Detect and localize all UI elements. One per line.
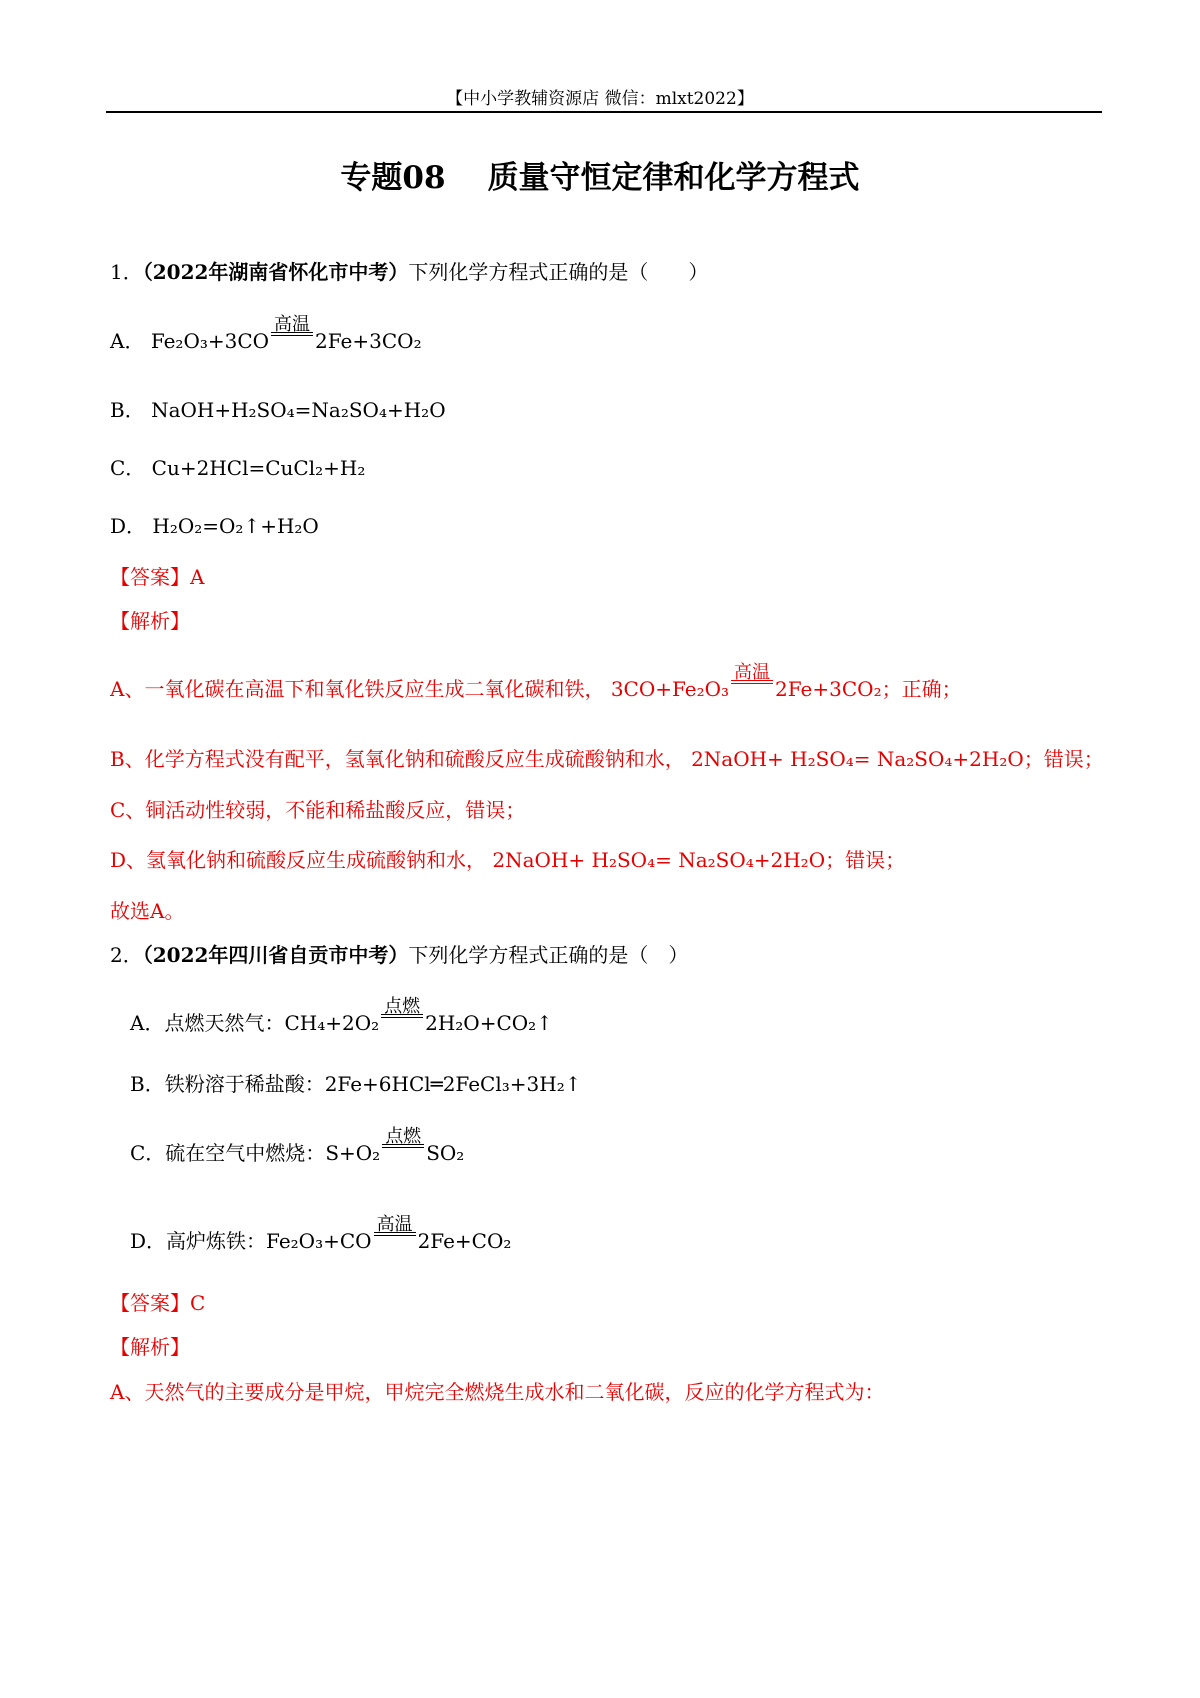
q2-option-c-rhs: SO₂ <box>426 1141 465 1165</box>
reaction-condition <box>381 996 423 1030</box>
q1-source: （2022年湖南省怀化市中考） <box>142 260 409 284</box>
q1-analysis-a-tail: ；正确； <box>881 677 962 701</box>
q2-stem: 下列化学方程式正确的是（ ） <box>408 943 689 967</box>
q2-option-b-eq: 2Fe+6HCl═2FeCl₃+3H₂↑ <box>324 1072 582 1096</box>
q1-analysis-d-eq: 2NaOH+ H₂SO₄= Na₂SO₄+2H₂O <box>492 848 826 872</box>
q1-analysis-a <box>110 662 962 701</box>
q1-option-c-label: C． <box>110 456 146 480</box>
reaction-condition <box>731 662 773 696</box>
q2-option-d <box>130 1214 512 1253</box>
title-prefix: 专题08 <box>340 160 446 196</box>
q1-option-b-label: B． <box>110 398 145 422</box>
q2-option-d-lhs: Fe₂O₃+CO <box>266 1229 372 1253</box>
q1-answer-value: A <box>190 565 205 589</box>
double-equals-icon <box>382 1144 424 1148</box>
q1-analysis-a-text: A、一氧化碳在高温下和氧化铁反应生成二氧化碳和铁， <box>110 677 605 701</box>
q2-stem-line <box>110 945 688 965</box>
q1-option-c <box>110 458 365 478</box>
q1-analysis-b-text: B、化学方程式没有配平，氢氧化钠和硫酸反应生成硫酸钠和水， <box>110 747 685 771</box>
q1-option-a-rhs: 2Fe+3CO₂ <box>315 329 422 353</box>
title-main: 质量守恒定律和化学方程式 <box>487 160 860 196</box>
q2-option-b-label: B．铁粉溶于稀盐酸： <box>130 1072 325 1096</box>
q2-analysis-tag: 【解析】 <box>110 1335 190 1359</box>
q1-stem: 下列化学方程式正确的是（ ） <box>408 260 709 284</box>
condition-text: 点燃 <box>385 1126 422 1147</box>
reaction-condition <box>271 314 313 348</box>
q1-analysis-d-tail: ；错误； <box>825 848 906 872</box>
q2-option-a-rhs: 2H₂O+CO₂↑ <box>425 1011 553 1035</box>
condition-text: 高温 <box>734 662 771 683</box>
q1-analysis-b-tail: ；错误； <box>1023 747 1104 771</box>
q1-analysis-c: C、铜活动性较弱，不能和稀盐酸反应，错误； <box>110 798 526 822</box>
q1-analysis-b-eq: 2NaOH+ H₂SO₄= Na₂SO₄+2H₂O <box>691 747 1024 771</box>
q2-answer-tag: 【答案】 <box>110 1291 190 1315</box>
condition-text: 高温 <box>274 314 311 335</box>
q2-option-c-label: C．硫在空气中燃烧： <box>130 1141 326 1165</box>
double-equals-icon <box>271 332 313 336</box>
q2-number: 2． <box>110 943 143 967</box>
q1-option-d <box>110 516 319 536</box>
q2-option-a-lhs: CH₄+2O₂ <box>284 1011 380 1035</box>
q2-source: （2022年四川省自贡市中考） <box>142 943 409 967</box>
q1-option-d-label: D． <box>110 514 147 538</box>
q2-analysis-a: A、天然气的主要成分是甲烷，甲烷完全燃烧生成水和二氧化碳，反应的化学方程式为： <box>110 1380 885 1404</box>
q1-option-a-label: A． <box>110 329 145 353</box>
condition-text: 高温 <box>376 1214 413 1235</box>
q1-conclusion: 故选A。 <box>110 899 185 923</box>
q2-option-a <box>130 996 553 1035</box>
q1-answer-tag: 【答案】 <box>110 565 190 589</box>
reaction-condition <box>382 1126 424 1160</box>
q1-analysis-a-lhs: 3CO+Fe₂O₃ <box>610 677 730 701</box>
reaction-condition <box>374 1214 416 1248</box>
q1-analysis-b <box>110 749 1104 769</box>
q1-analysis-a-rhs: 2Fe+3CO₂ <box>775 677 882 701</box>
q1-option-a <box>110 314 422 353</box>
q1-answer <box>110 567 204 587</box>
q1-analysis-d-text: D、氢氧化钠和硫酸反应生成硫酸钠和水， <box>110 848 487 872</box>
q1-stem-line <box>110 262 708 282</box>
q1-option-a-lhs: Fe₂O₃+3CO <box>150 329 270 353</box>
q1-analysis-tag: 【解析】 <box>110 609 190 633</box>
q1-option-b <box>110 400 446 420</box>
page-header: 【中小学教辅资源店 微信：mlxt2022】 <box>446 89 754 109</box>
condition-text: 点燃 <box>384 996 421 1017</box>
double-equals-icon <box>381 1014 423 1018</box>
q1-option-c-eq: Cu+2HCl=CuCl₂+H₂ <box>151 456 366 480</box>
page-title <box>0 152 1200 197</box>
double-equals-icon <box>731 680 773 684</box>
q1-number: 1． <box>110 260 143 284</box>
q2-answer-value: C <box>190 1291 206 1315</box>
q2-option-c <box>130 1126 465 1165</box>
q2-option-b <box>130 1074 581 1094</box>
double-equals-icon <box>374 1232 416 1236</box>
q1-option-d-eq: H₂O₂=O₂↑+H₂O <box>152 514 319 538</box>
q1-option-b-eq: NaOH+H₂SO₄=Na₂SO₄+H₂O <box>151 398 446 422</box>
q2-answer <box>110 1293 205 1313</box>
q2-option-d-rhs: 2Fe+CO₂ <box>417 1229 512 1253</box>
q2-option-a-label: A．点燃天然气： <box>130 1011 285 1035</box>
q2-option-d-label: D．高炉炼铁： <box>130 1229 267 1253</box>
q2-option-c-lhs: S+O₂ <box>325 1141 381 1165</box>
header-rule <box>106 111 1102 113</box>
q1-analysis-d <box>110 850 905 870</box>
